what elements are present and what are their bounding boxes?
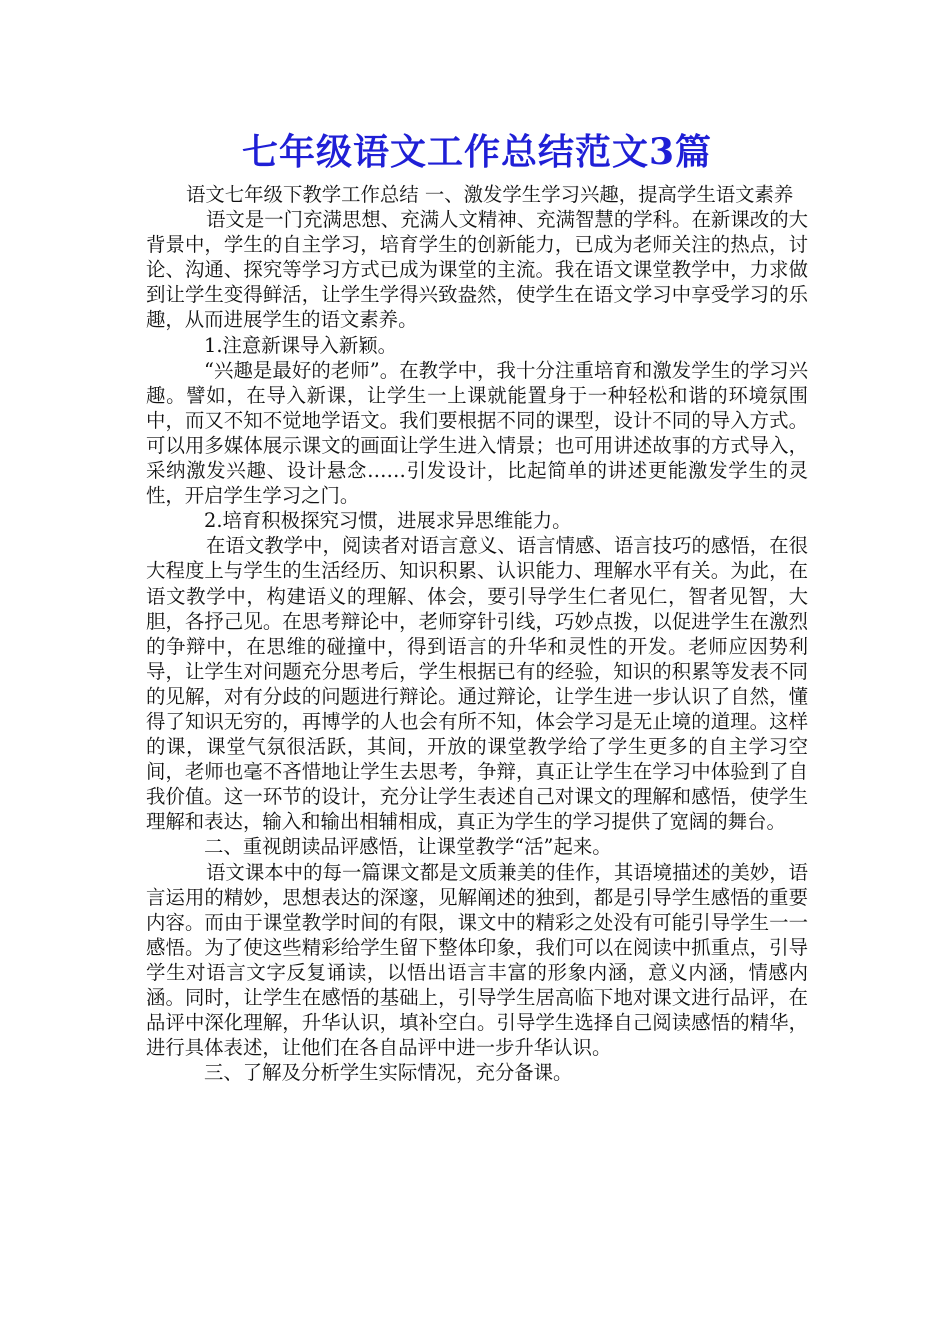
paragraph-subheading: 1.注意新课导入新颖。 [204,333,398,357]
paragraph-body: 语文课本中的每一篇课文都是文质兼美的佳作，其语境描述的美妙，语言运用的精妙，思想表达的深邃，见解阐述的独到，都是引导学生感悟的重要内容。而由于课堂教学时间的有限，课文中的精彩之处没有可能引导学生一一感悟。为了使这些精彩给学生留下整体印象，我们可以在阅读中抓重点，引导学生对语言文字反复诵读，以悟出语言丰富的形象内涵，意义内涵，情感内涵。同时，让学生在感悟的基础上，引导学生居高临下地对课文进行品评，在品评中深化理解，升华认识，填补空白。引导学生选择自己阅读感悟的精华，进行具体表述，让他们在各自品评中进一步升华认识。 [146,860,808,1060]
paragraph-section-heading: 三、了解及分析学生实际情况，充分备课。 [204,1061,573,1085]
paragraph-section-heading: 二、重视朗读品评感悟，让课堂教学“活”起来。 [204,835,612,859]
paragraph-body: 语文是一门充满思想、充满人文精神、充满智慧的学科。在新课改的大背景中，学生的自主学习，培育学生的创新能力，已成为老师关注的热点，讨论、沟通、探究等学习方式已成为课堂的主流。我在语文课堂教学中，力求做到让学生变得鲜活，让学生学得兴致盎然，使学生在语文学习中享受学习的乐趣，从而进展学生的语文素养。 [146,208,808,332]
paragraph-intro: 语文七年级下教学工作总结 一、激发学生学习兴趣，提高学生语文素养 [186,183,794,206]
document-title: 七年级语文工作总结范文3篇 [241,131,713,173]
paragraph-subheading: 2.培育积极探究习惯，进展求异思维能力。 [204,509,572,533]
paragraph-body: 在语文教学中，阅读者对语言意义、语言情感、语言技巧的感悟，在很大程度上与学生的生活经历、知识积累、认识能力、理解水平有关。为此，在语文教学中，构建语义的理解、体会，要引导学生仁者见仁，智者见智，大胆，各抒己见。在思考辩论中，老师穿针引线，巧妙点拨，以促进学生在激烈的争辩中，在思维的碰撞中，得到语言的升华和灵性的开发。老师应因势利导，让学生对问题充分思考后，学生根据已有的经验，知识的积累等发表不同的见解，对有分歧的问题进行辩论。通过辩论，让学生进一步认识了自然，懂得了知识无穷的，再博学的人也会有所不知，体会学习是无止境的道理。这样的课，课堂气氛很活跃，其间，开放的课堂教学给了学生更多的自主学习空间，老师也毫不吝惜地让学生去思考，争辩，真正让学生在学习中体验到了自我价值。这一环节的设计，充分让学生表述自己对课文的理解和感悟，使学生理解和表达，输入和输出相辅相成，真正为学生的学习提供了宽阔的舞台。 [146,534,808,834]
document-page [146,128,808,1085]
paragraph-body: “兴趣是最好的老师”。在教学中，我十分注重培育和激发学生的学习兴趣。譬如，在导入新课，让学生一上课就能置身于一种轻松和谐的环境氛围中，而又不知不觉地学语文。我们要根据不同的课型，设计不同的导入方式。可以用多媒体展示课文的画面让学生进入情景；也可用讲述故事的方式导入，采纳激发兴趣、设计悬念……引发设计，比起简单的讲述更能激发学生的灵性，开启学生学习之门。 [146,358,808,508]
